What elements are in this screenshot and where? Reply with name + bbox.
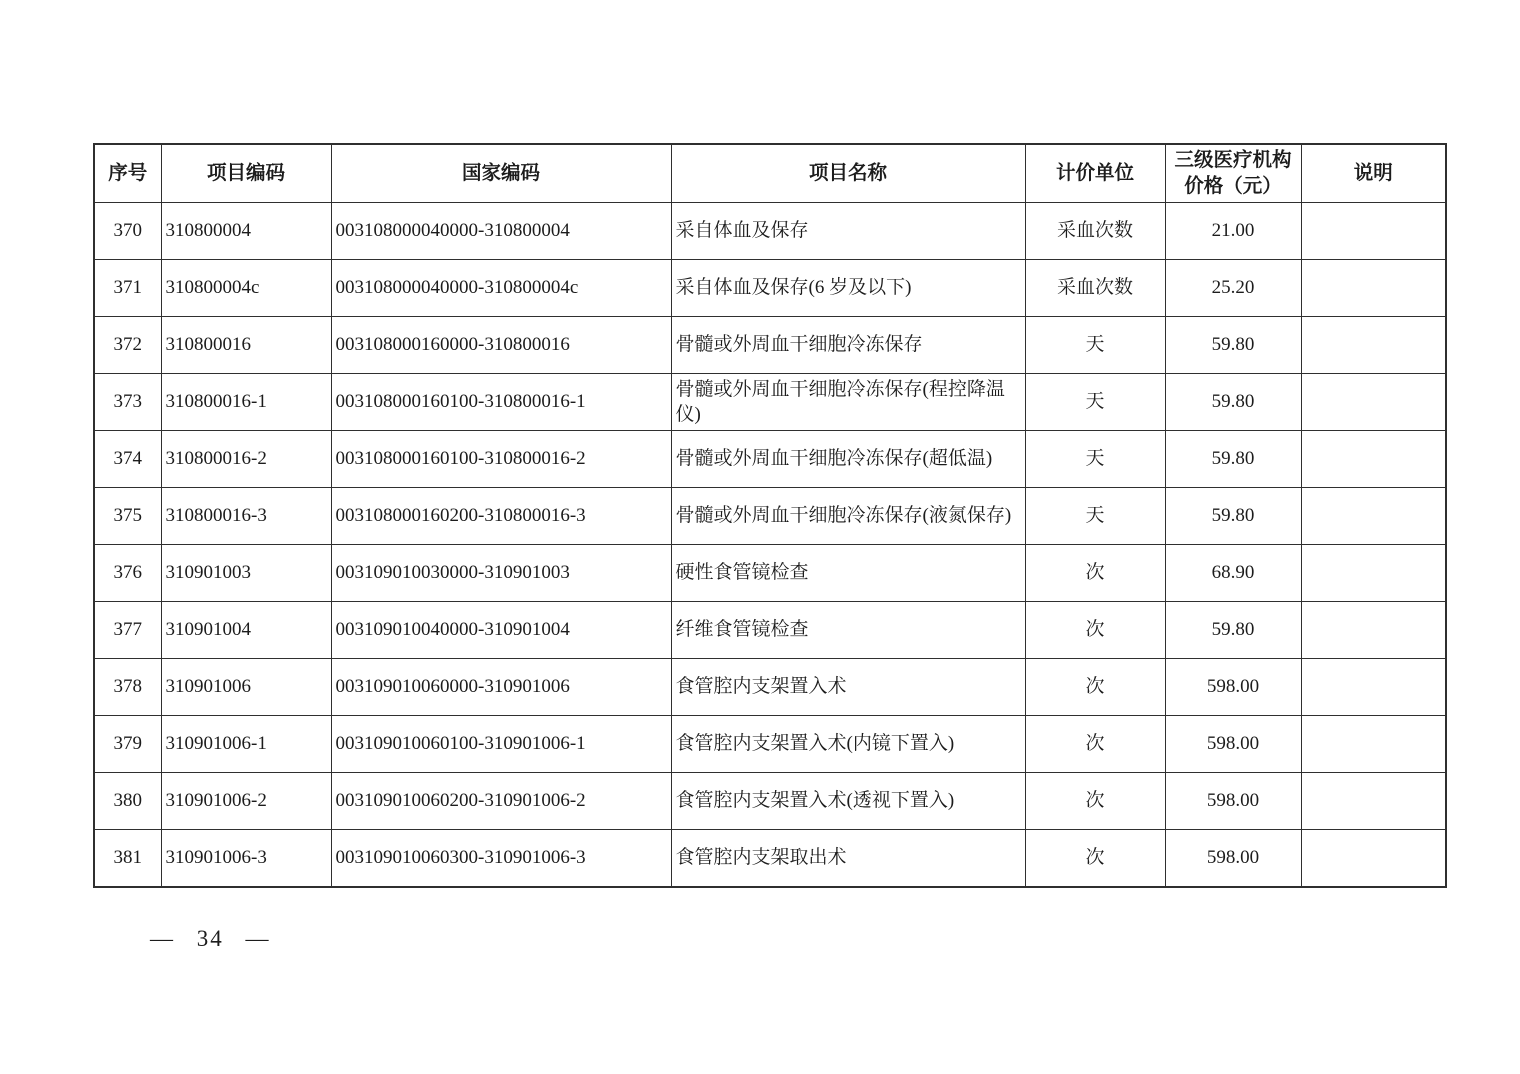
cell-code: 310800016 [161, 317, 331, 374]
cell-code: 310800016-3 [161, 488, 331, 545]
cell-unit: 次 [1025, 659, 1165, 716]
cell-seq: 376 [94, 545, 161, 602]
col-header-seq: 序号 [94, 144, 161, 203]
table-row [94, 602, 1446, 659]
cell-unit: 次 [1025, 773, 1165, 830]
table-row [94, 545, 1446, 602]
cell-note [1301, 203, 1446, 260]
cell-note [1301, 488, 1446, 545]
cell-ncode: 003108000040000-310800004 [331, 203, 671, 260]
cell-code: 310800016-1 [161, 374, 331, 431]
cell-price: 59.80 [1165, 431, 1301, 488]
col-header-ncode: 国家编码 [331, 144, 671, 203]
cell-price: 59.80 [1165, 602, 1301, 659]
cell-name: 采自体血及保存(6 岁及以下) [671, 260, 1025, 317]
cell-ncode: 003109010060100-310901006-1 [331, 716, 671, 773]
cell-seq: 374 [94, 431, 161, 488]
cell-code: 310800004 [161, 203, 331, 260]
cell-price: 68.90 [1165, 545, 1301, 602]
cell-ncode: 003109010030000-310901003 [331, 545, 671, 602]
cell-name: 纤维食管镜检查 [671, 602, 1025, 659]
cell-ncode: 003109010060200-310901006-2 [331, 773, 671, 830]
cell-ncode: 003109010040000-310901004 [331, 602, 671, 659]
cell-price: 59.80 [1165, 488, 1301, 545]
cell-price: 598.00 [1165, 830, 1301, 888]
cell-name: 硬性食管镜检查 [671, 545, 1025, 602]
cell-price: 59.80 [1165, 317, 1301, 374]
cell-code: 310800016-2 [161, 431, 331, 488]
cell-code: 310901004 [161, 602, 331, 659]
cell-code: 310901006 [161, 659, 331, 716]
cell-ncode: 003108000160100-310800016-2 [331, 431, 671, 488]
cell-ncode: 003108000160100-310800016-1 [331, 374, 671, 431]
cell-price: 598.00 [1165, 716, 1301, 773]
cell-name: 骨髓或外周血干细胞冷冻保存(程控降温仪) [671, 374, 1025, 431]
cell-name: 食管腔内支架取出术 [671, 830, 1025, 888]
cell-unit: 次 [1025, 716, 1165, 773]
cell-name: 食管腔内支架置入术(透视下置入) [671, 773, 1025, 830]
cell-name: 骨髓或外周血干细胞冷冻保存(超低温) [671, 431, 1025, 488]
table-row [94, 830, 1446, 888]
cell-name: 骨髓或外周血干细胞冷冻保存(液氮保存) [671, 488, 1025, 545]
cell-note [1301, 830, 1446, 888]
cell-name: 采自体血及保存 [671, 203, 1025, 260]
table-header-row [94, 144, 1446, 203]
cell-ncode: 003108000160000-310800016 [331, 317, 671, 374]
cell-price: 59.80 [1165, 374, 1301, 431]
col-header-code: 项目编码 [161, 144, 331, 203]
cell-unit: 次 [1025, 830, 1165, 888]
cell-note [1301, 317, 1446, 374]
cell-seq: 373 [94, 374, 161, 431]
cell-seq: 371 [94, 260, 161, 317]
cell-price: 25.20 [1165, 260, 1301, 317]
cell-code: 310901006-1 [161, 716, 331, 773]
table-row [94, 374, 1446, 431]
cell-seq: 381 [94, 830, 161, 888]
col-header-price: 三级医疗机构 价格（元） [1165, 144, 1301, 203]
table-row [94, 317, 1446, 374]
cell-ncode: 003108000160200-310800016-3 [331, 488, 671, 545]
cell-ncode: 003109010060300-310901006-3 [331, 830, 671, 888]
cell-seq: 372 [94, 317, 161, 374]
col-header-note: 说明 [1301, 144, 1446, 203]
cell-seq: 377 [94, 602, 161, 659]
cell-name: 食管腔内支架置入术 [671, 659, 1025, 716]
cell-seq: 375 [94, 488, 161, 545]
table-header [94, 144, 1446, 203]
cell-unit: 采血次数 [1025, 203, 1165, 260]
cell-unit: 次 [1025, 602, 1165, 659]
cell-note [1301, 602, 1446, 659]
cell-unit: 次 [1025, 545, 1165, 602]
table-row [94, 716, 1446, 773]
cell-seq: 378 [94, 659, 161, 716]
cell-unit: 天 [1025, 431, 1165, 488]
table-row [94, 659, 1446, 716]
cell-ncode: 003108000040000-310800004c [331, 260, 671, 317]
cell-note [1301, 431, 1446, 488]
cell-note [1301, 260, 1446, 317]
cell-unit: 天 [1025, 317, 1165, 374]
table-row [94, 773, 1446, 830]
cell-seq: 380 [94, 773, 161, 830]
cell-seq: 370 [94, 203, 161, 260]
cell-name: 食管腔内支架置入术(内镜下置入) [671, 716, 1025, 773]
cell-price: 598.00 [1165, 659, 1301, 716]
cell-code: 310800004c [161, 260, 331, 317]
cell-note [1301, 659, 1446, 716]
cell-code: 310901006-3 [161, 830, 331, 888]
medical-price-table [93, 143, 1447, 888]
cell-seq: 379 [94, 716, 161, 773]
cell-name: 骨髓或外周血干细胞冷冻保存 [671, 317, 1025, 374]
cell-note [1301, 374, 1446, 431]
col-header-unit: 计价单位 [1025, 144, 1165, 203]
cell-note [1301, 716, 1446, 773]
cell-unit: 天 [1025, 488, 1165, 545]
table-body [94, 203, 1446, 888]
cell-unit: 天 [1025, 374, 1165, 431]
cell-price: 598.00 [1165, 773, 1301, 830]
cell-note [1301, 773, 1446, 830]
cell-note [1301, 545, 1446, 602]
table-row [94, 431, 1446, 488]
cell-code: 310901003 [161, 545, 331, 602]
table-row [94, 203, 1446, 260]
table-row [94, 260, 1446, 317]
cell-unit: 采血次数 [1025, 260, 1165, 317]
page-number: — 34 — [150, 926, 271, 951]
cell-code: 310901006-2 [161, 773, 331, 830]
cell-ncode: 003109010060000-310901006 [331, 659, 671, 716]
col-header-name: 项目名称 [671, 144, 1025, 203]
cell-price: 21.00 [1165, 203, 1301, 260]
table-row [94, 488, 1446, 545]
